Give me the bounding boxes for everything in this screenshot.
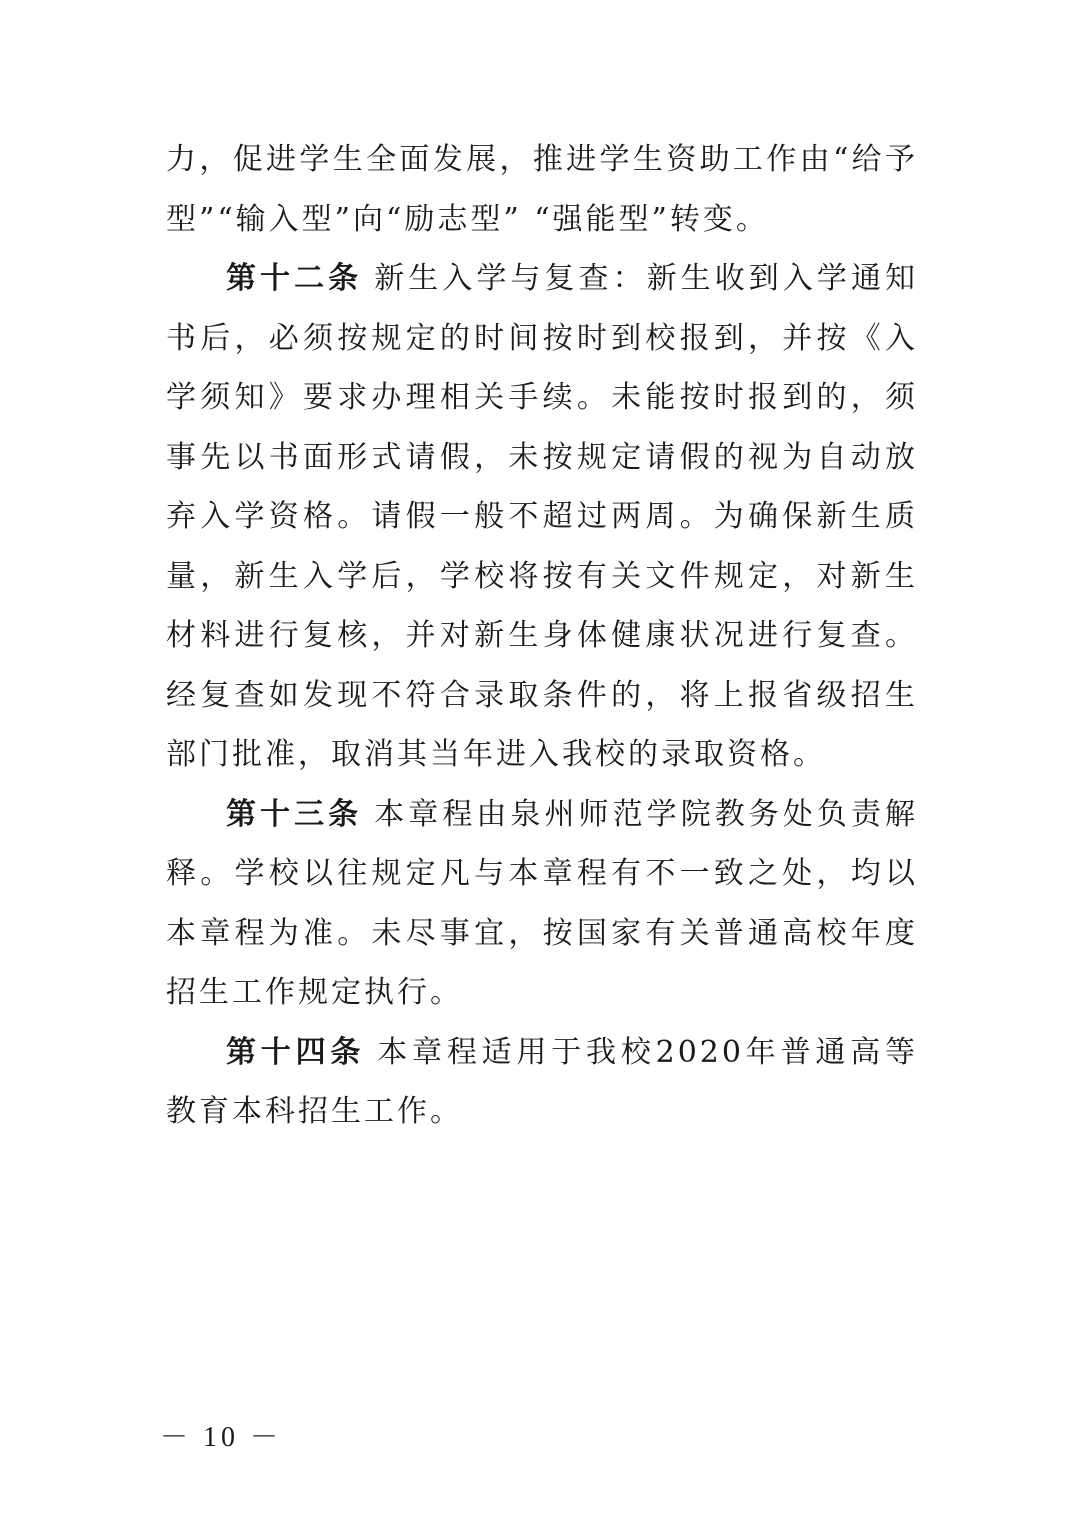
- article-14: [166, 1023, 918, 1142]
- article-text: 新生入学与复查：新生收到入学通知书后，必须按规定的时间按时到校报到，并按《入学须知》要求办理相关手续。未能按时报到的，须事先以书面形式请假，未按规定请假的视为自动放弃入学资格。请假一般不超过两周。为确保新生质量，新生入学后，学校将按有关文件规定，对新生材料进行复核，并对新生身体健康状况进行复查。经复查如发现不符合录取条件的，将上报省级招生部门批准，取消其当年进入我校的录取资格。: [166, 261, 919, 772]
- page-number: － 10 －: [160, 1422, 283, 1453]
- article-heading: 第十二条: [226, 261, 363, 296]
- article-text: 本章程适用于我校2020年普通高等教育本科招生工作。: [166, 1034, 918, 1129]
- paragraph-continuation: [166, 130, 918, 249]
- article-text: 本章程由泉州师范学院教务处负责解释。学校以往规定凡与本章程有不一致之处，均以本章程为准。未尽事宜，按国家有关普通高校年度招生工作规定执行。: [166, 796, 919, 1010]
- article-heading: 第十四条: [226, 1034, 366, 1070]
- article-12: [166, 249, 918, 785]
- document-body: [166, 130, 918, 1142]
- paragraph-text: 力，促进学生全面发展，推进学生资助工作由“给予型”“输入型”向“励志型” “强能型”转变。: [166, 142, 918, 237]
- article-heading: 第十三条: [226, 796, 363, 832]
- article-13: [166, 785, 918, 1023]
